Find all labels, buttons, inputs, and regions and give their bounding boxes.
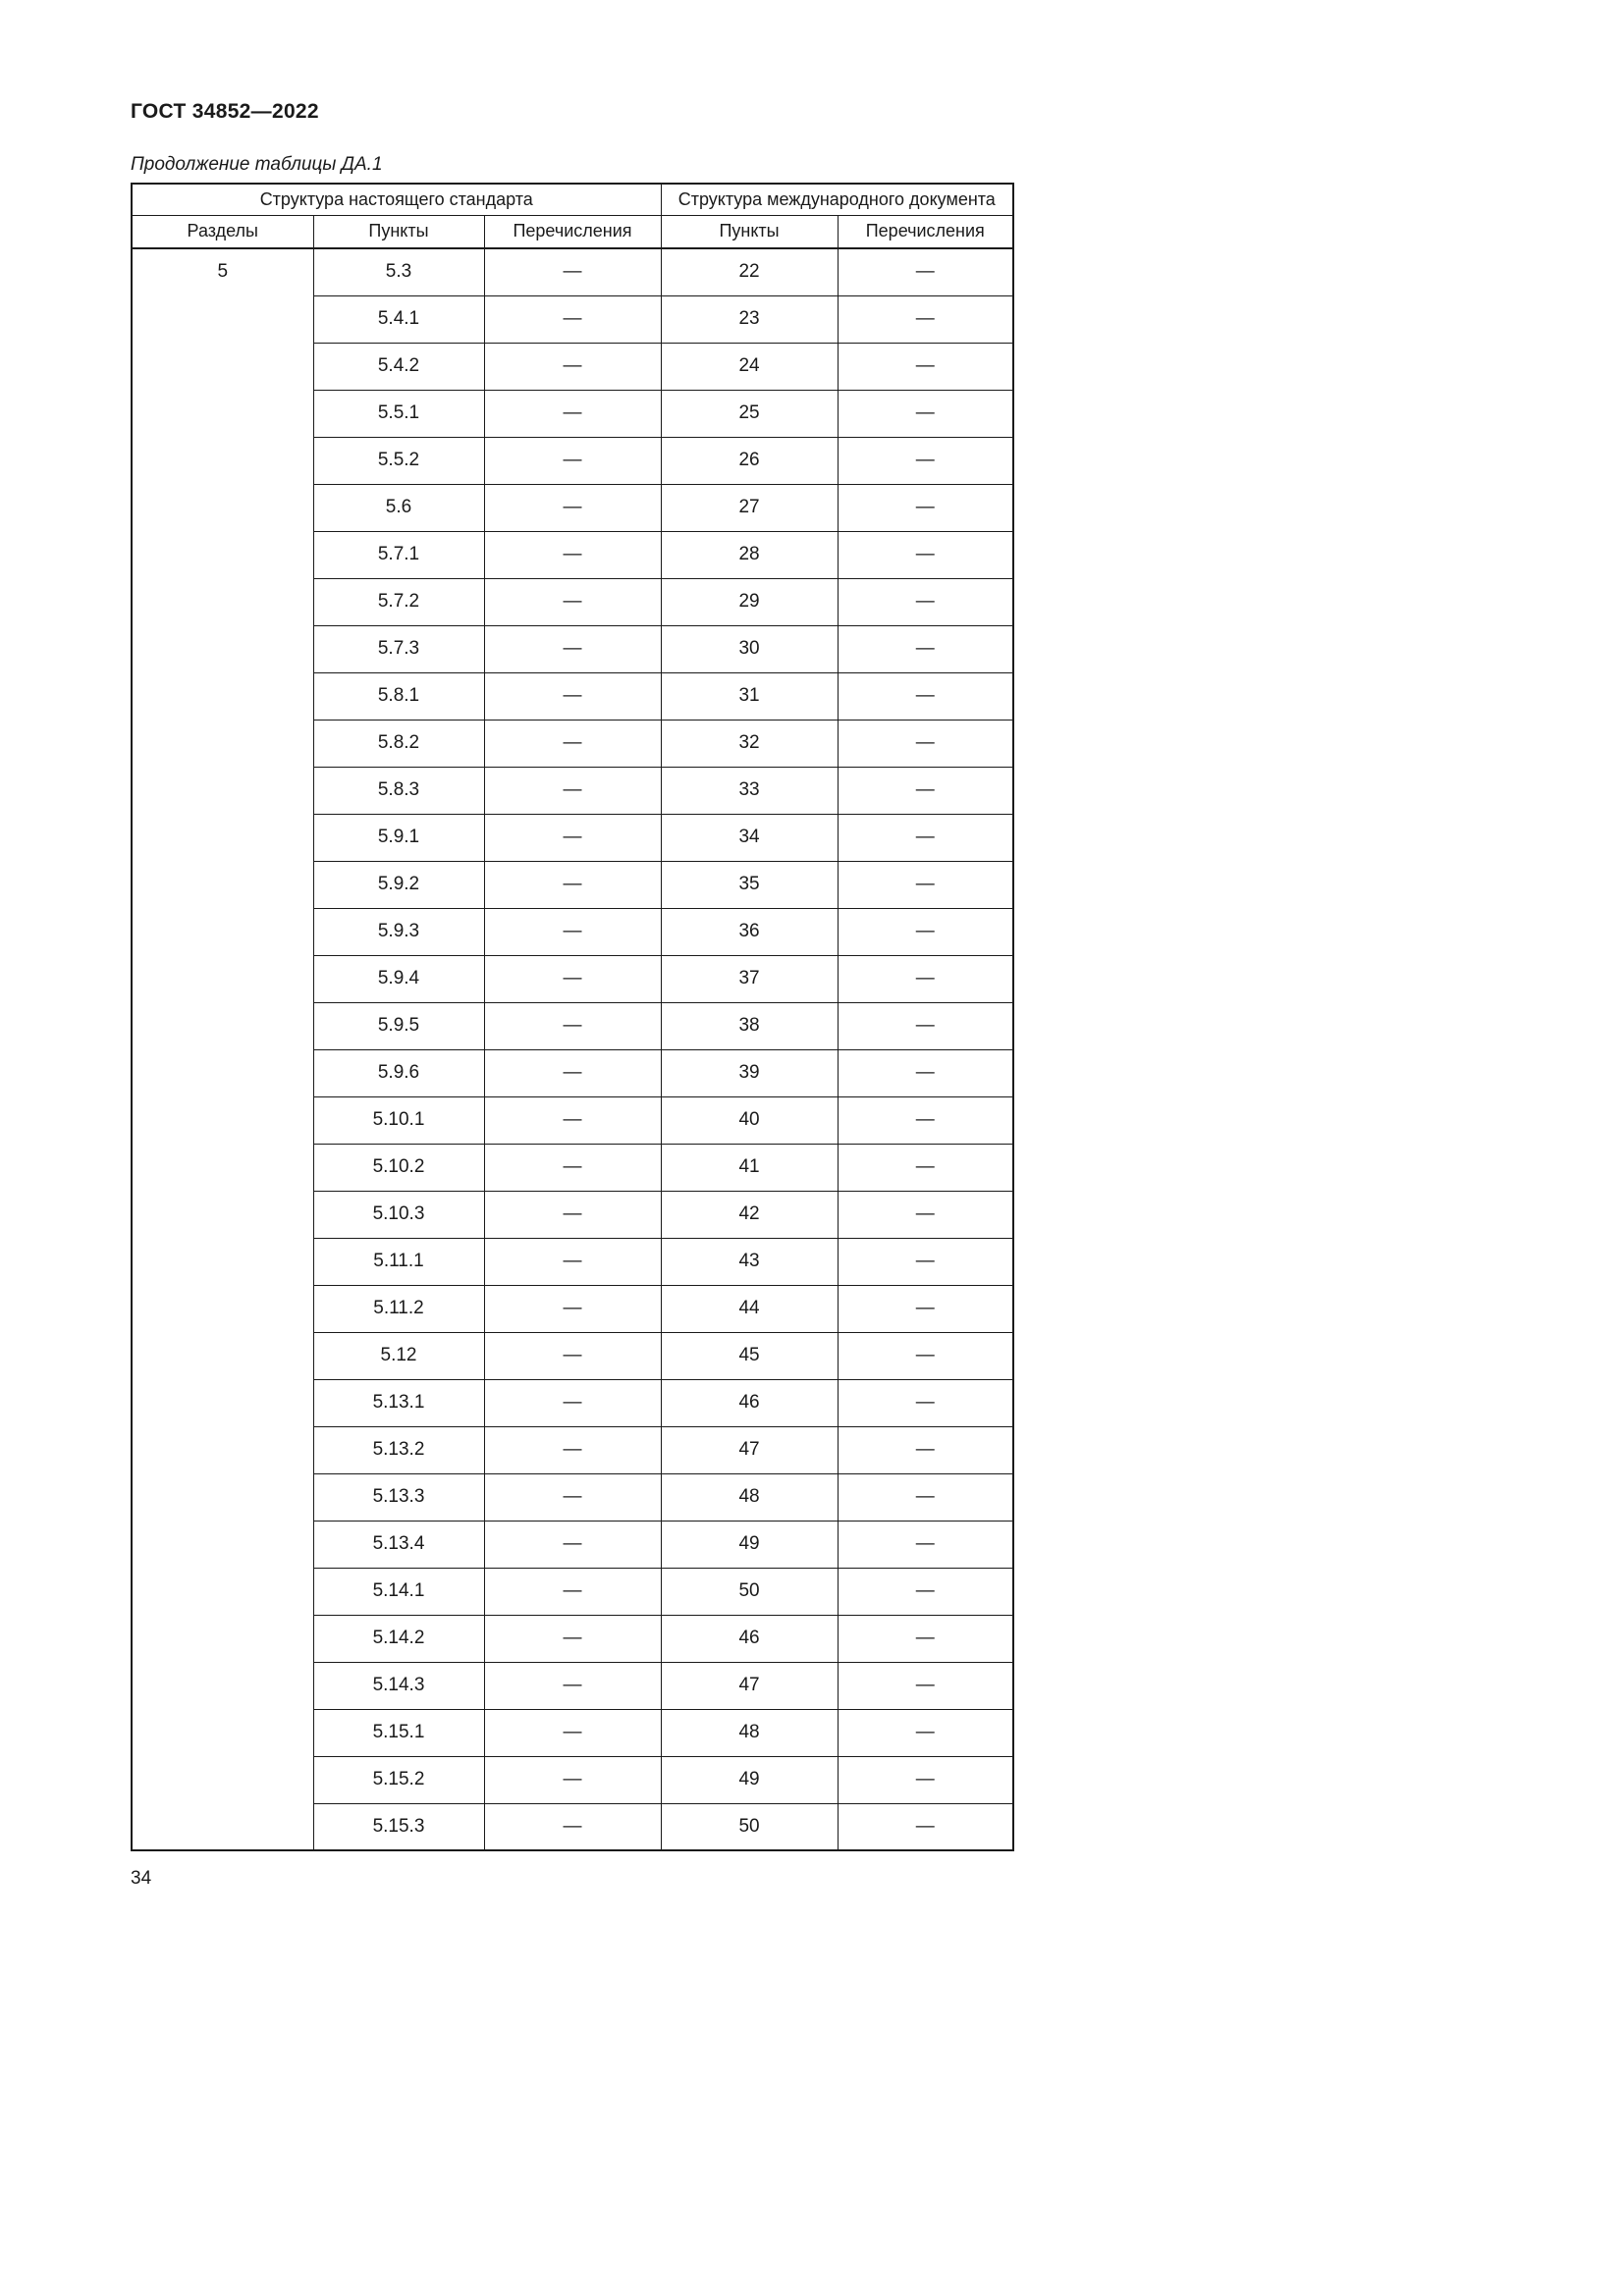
cell-intl-enum: — [838, 1049, 1013, 1096]
cell-intl-item: 33 [661, 767, 838, 814]
cell-std-enum: — [484, 1709, 661, 1756]
cell-intl-enum: — [838, 437, 1013, 484]
column-header-items-std: Пункты [313, 215, 484, 248]
cell-std-item: 5.9.1 [313, 814, 484, 861]
cell-std-item: 5.13.3 [313, 1473, 484, 1521]
cell-intl-item: 47 [661, 1662, 838, 1709]
cell-intl-enum: — [838, 908, 1013, 955]
cell-intl-enum: — [838, 1332, 1013, 1379]
cell-intl-item: 47 [661, 1426, 838, 1473]
cell-std-enum: — [484, 1662, 661, 1709]
cell-intl-enum: — [838, 248, 1013, 295]
cell-std-item: 5.15.3 [313, 1803, 484, 1850]
cell-std-item: 5.7.2 [313, 578, 484, 625]
cell-std-item: 5.9.2 [313, 861, 484, 908]
cell-intl-item: 35 [661, 861, 838, 908]
cell-intl-enum: — [838, 861, 1013, 908]
cell-std-enum: — [484, 578, 661, 625]
cell-std-enum: — [484, 1473, 661, 1521]
cell-std-enum: — [484, 1002, 661, 1049]
cell-std-enum: — [484, 1238, 661, 1285]
cell-std-enum: — [484, 1803, 661, 1850]
cell-std-enum: — [484, 248, 661, 295]
cell-std-item: 5.9.6 [313, 1049, 484, 1096]
cell-intl-enum: — [838, 1709, 1013, 1756]
cell-intl-enum: — [838, 1002, 1013, 1049]
cell-std-item: 5.14.2 [313, 1615, 484, 1662]
cell-intl-enum: — [838, 1568, 1013, 1615]
cell-intl-item: 32 [661, 720, 838, 767]
cell-std-enum: — [484, 1144, 661, 1191]
cell-intl-enum: — [838, 578, 1013, 625]
cell-intl-enum: — [838, 625, 1013, 672]
cell-std-item: 5.9.5 [313, 1002, 484, 1049]
cell-std-enum: — [484, 861, 661, 908]
cell-std-item: 5.9.3 [313, 908, 484, 955]
group-header-national-standard: Структура настоящего стандарта [132, 184, 661, 215]
cell-intl-enum: — [838, 1191, 1013, 1238]
cell-intl-enum: — [838, 295, 1013, 343]
cell-std-item: 5.15.1 [313, 1709, 484, 1756]
cell-intl-item: 29 [661, 578, 838, 625]
cell-std-item: 5.3 [313, 248, 484, 295]
cell-std-enum: — [484, 437, 661, 484]
cell-intl-enum: — [838, 1615, 1013, 1662]
cell-std-item: 5.11.2 [313, 1285, 484, 1332]
cell-intl-enum: — [838, 484, 1013, 531]
cell-std-item: 5.8.1 [313, 672, 484, 720]
cell-intl-item: 26 [661, 437, 838, 484]
cell-intl-enum: — [838, 955, 1013, 1002]
cell-std-enum: — [484, 1096, 661, 1144]
cell-intl-item: 40 [661, 1096, 838, 1144]
cell-std-item: 5.8.3 [313, 767, 484, 814]
cell-std-enum: — [484, 767, 661, 814]
cell-intl-item: 48 [661, 1473, 838, 1521]
cell-std-item: 5.7.1 [313, 531, 484, 578]
cell-std-item: 5.10.1 [313, 1096, 484, 1144]
cell-intl-item: 31 [661, 672, 838, 720]
table-head [132, 184, 1013, 248]
cell-intl-enum: — [838, 1521, 1013, 1568]
cell-intl-item: 23 [661, 295, 838, 343]
cell-intl-enum: — [838, 343, 1013, 390]
column-header-sections: Разделы [132, 215, 313, 248]
column-header-enumerations-intl: Перечисления [838, 215, 1013, 248]
cell-std-enum: — [484, 1049, 661, 1096]
correspondence-table [131, 183, 1014, 1851]
cell-std-item: 5.4.1 [313, 295, 484, 343]
cell-intl-item: 49 [661, 1521, 838, 1568]
cell-std-enum: — [484, 908, 661, 955]
group-header-international-document: Структура международного документа [661, 184, 1013, 215]
column-header-row [132, 215, 1013, 248]
page-number: 34 [131, 1868, 152, 1889]
cell-std-enum: — [484, 625, 661, 672]
cell-std-item: 5.13.4 [313, 1521, 484, 1568]
cell-intl-item: 48 [661, 1709, 838, 1756]
cell-intl-item: 38 [661, 1002, 838, 1049]
cell-std-enum: — [484, 531, 661, 578]
cell-std-item: 5.10.3 [313, 1191, 484, 1238]
cell-std-enum: — [484, 484, 661, 531]
table-caption: Продолжение таблицы ДА.1 [131, 154, 383, 175]
cell-std-item: 5.7.3 [313, 625, 484, 672]
cell-intl-enum: — [838, 814, 1013, 861]
page-header-title: ГОСТ 34852—2022 [131, 100, 319, 123]
cell-std-item: 5.11.1 [313, 1238, 484, 1285]
cell-std-item: 5.9.4 [313, 955, 484, 1002]
cell-intl-enum: — [838, 1803, 1013, 1850]
cell-intl-item: 41 [661, 1144, 838, 1191]
cell-std-enum: — [484, 343, 661, 390]
cell-intl-enum: — [838, 531, 1013, 578]
cell-intl-item: 24 [661, 343, 838, 390]
cell-std-enum: — [484, 814, 661, 861]
cell-intl-enum: — [838, 767, 1013, 814]
cell-intl-enum: — [838, 1379, 1013, 1426]
cell-std-enum: — [484, 1568, 661, 1615]
cell-intl-enum: — [838, 1144, 1013, 1191]
cell-std-enum: — [484, 672, 661, 720]
cell-intl-item: 49 [661, 1756, 838, 1803]
cell-std-enum: — [484, 1615, 661, 1662]
cell-intl-enum: — [838, 1473, 1013, 1521]
cell-intl-item: 39 [661, 1049, 838, 1096]
cell-std-enum: — [484, 1521, 661, 1568]
cell-std-item: 5.4.2 [313, 343, 484, 390]
cell-std-enum: — [484, 1332, 661, 1379]
cell-intl-item: 42 [661, 1191, 838, 1238]
cell-intl-enum: — [838, 1285, 1013, 1332]
cell-intl-item: 50 [661, 1568, 838, 1615]
cell-std-enum: — [484, 390, 661, 437]
cell-intl-item: 36 [661, 908, 838, 955]
cell-intl-item: 30 [661, 625, 838, 672]
cell-std-item: 5.6 [313, 484, 484, 531]
cell-intl-enum: — [838, 720, 1013, 767]
cell-std-item: 5.12 [313, 1332, 484, 1379]
cell-intl-item: 46 [661, 1615, 838, 1662]
cell-intl-enum: — [838, 1096, 1013, 1144]
table-body [132, 248, 1013, 1850]
cell-std-item: 5.10.2 [313, 1144, 484, 1191]
cell-intl-item: 22 [661, 248, 838, 295]
cell-std-enum: — [484, 1756, 661, 1803]
cell-std-item: 5.13.1 [313, 1379, 484, 1426]
cell-std-item: 5.8.2 [313, 720, 484, 767]
cell-intl-item: 50 [661, 1803, 838, 1850]
cell-std-enum: — [484, 1379, 661, 1426]
group-header-row [132, 184, 1013, 215]
cell-intl-item: 37 [661, 955, 838, 1002]
cell-intl-item: 27 [661, 484, 838, 531]
cell-intl-item: 44 [661, 1285, 838, 1332]
cell-std-item: 5.14.1 [313, 1568, 484, 1615]
cell-std-item: 5.15.2 [313, 1756, 484, 1803]
cell-std-enum: — [484, 295, 661, 343]
cell-intl-item: 28 [661, 531, 838, 578]
cell-intl-enum: — [838, 1426, 1013, 1473]
table-row [132, 248, 1013, 295]
cell-intl-enum: — [838, 1238, 1013, 1285]
cell-intl-item: 43 [661, 1238, 838, 1285]
cell-std-enum: — [484, 1285, 661, 1332]
cell-std-item: 5.5.1 [313, 390, 484, 437]
cell-std-item: 5.13.2 [313, 1426, 484, 1473]
cell-intl-enum: — [838, 390, 1013, 437]
column-header-enumerations-std: Перечисления [484, 215, 661, 248]
cell-intl-enum: — [838, 672, 1013, 720]
column-header-items-intl: Пункты [661, 215, 838, 248]
cell-intl-enum: — [838, 1756, 1013, 1803]
cell-std-item: 5.5.2 [313, 437, 484, 484]
cell-std-enum: — [484, 955, 661, 1002]
cell-std-item: 5.14.3 [313, 1662, 484, 1709]
section-cell: 5 [132, 248, 313, 1850]
cell-intl-item: 45 [661, 1332, 838, 1379]
cell-std-enum: — [484, 720, 661, 767]
cell-intl-item: 34 [661, 814, 838, 861]
cell-intl-enum: — [838, 1662, 1013, 1709]
cell-std-enum: — [484, 1426, 661, 1473]
cell-intl-item: 25 [661, 390, 838, 437]
cell-intl-item: 46 [661, 1379, 838, 1426]
cell-std-enum: — [484, 1191, 661, 1238]
